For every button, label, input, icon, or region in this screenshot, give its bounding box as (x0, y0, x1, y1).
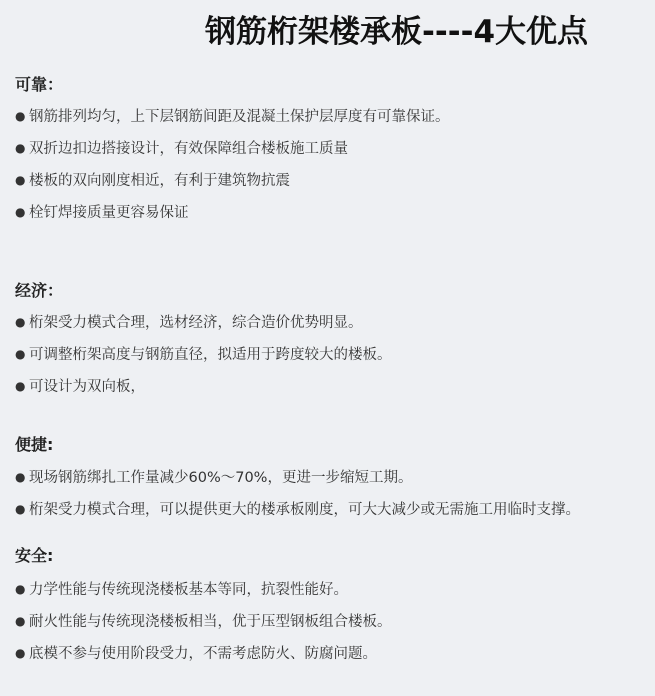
list-item-text: 可设计为双向板， (29, 379, 145, 395)
list-item-text: 可调整桁架高度与钢筋直径，拟适用于跨度较大的楼板。 (29, 347, 392, 363)
list-item (15, 169, 290, 190)
bullet-icon: ● (15, 470, 26, 484)
list-item (15, 201, 189, 222)
section-heading-economical: 经济： (15, 281, 64, 300)
section-heading-reliable: 可靠： (15, 75, 64, 94)
bullet-icon: ● (15, 141, 26, 155)
list-item-text: 桁架受力模式合理，可以提供更大的楼承板刚度，可大大减少或无需施工用临时支撑。 (29, 502, 580, 518)
list-item-text: 力学性能与传统现浇楼板基本等同，抗裂性能好。 (29, 582, 348, 598)
list-item (15, 610, 392, 631)
list-item-text: 双折边扣边搭接设计，有效保障组合楼板施工质量 (29, 141, 348, 157)
list-item-text: 底模不参与使用阶段受力，不需考虑防火、防腐问题。 (29, 646, 377, 662)
list-item (15, 642, 377, 663)
list-item-text: 桁架受力模式合理，选材经济，综合造价优势明显。 (29, 315, 363, 331)
bullet-icon: ● (15, 582, 26, 596)
list-item-text: 楼板的双向刚度相近，有利于建筑物抗震 (29, 173, 290, 189)
bullet-icon: ● (15, 614, 26, 628)
list-item (15, 578, 348, 599)
bullet-icon: ● (15, 379, 26, 393)
bullet-icon: ● (15, 109, 26, 123)
list-item (15, 466, 412, 487)
section-heading-safety: 安全: (15, 546, 54, 565)
bullet-icon: ● (15, 347, 26, 361)
page-title: 钢筋桁架楼承板----4大优点 (205, 14, 589, 50)
bullet-icon: ● (15, 502, 26, 516)
list-item-text: 耐火性能与传统现浇楼板相当，优于压型钢板组合楼板。 (29, 614, 392, 630)
list-item (15, 498, 580, 519)
bullet-icon: ● (15, 646, 26, 660)
list-item (15, 105, 450, 126)
list-item (15, 311, 363, 332)
list-item (15, 343, 392, 364)
bullet-icon: ● (15, 173, 26, 187)
bullet-icon: ● (15, 205, 26, 219)
list-item-text: 钢筋排列均匀，上下层钢筋间距及混凝土保护层厚度有可靠保证。 (29, 109, 450, 125)
section-heading-convenient: 便捷: (15, 435, 54, 454)
bullet-icon: ● (15, 315, 26, 329)
list-item-text: 现场钢筋绑扎工作量减少60%～70%，更进一步缩短工期。 (29, 470, 413, 486)
list-item (15, 375, 145, 396)
list-item (15, 137, 348, 158)
list-item-text: 栓钉焊接质量更容易保证 (29, 205, 189, 221)
